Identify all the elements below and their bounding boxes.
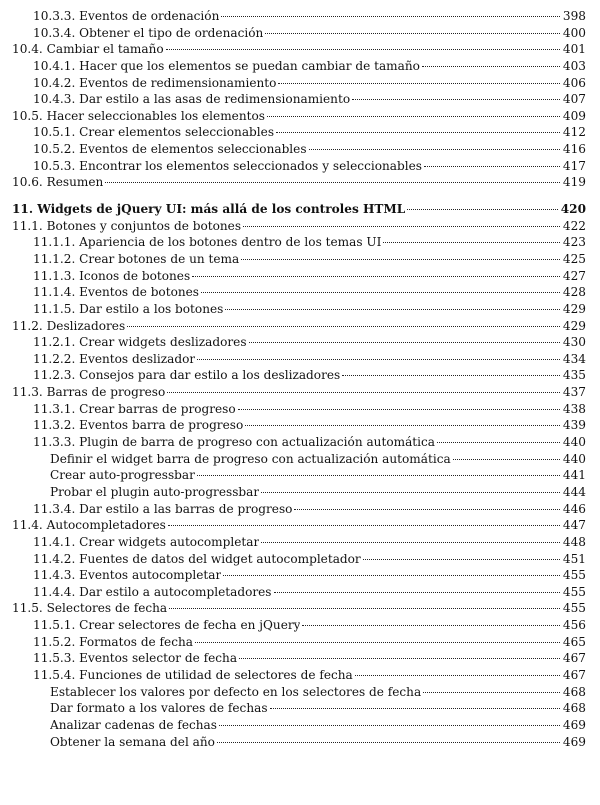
toc-subsubsection-entry[interactable]	[0, 451, 600, 468]
toc-entry-page-number: 417	[562, 158, 586, 173]
toc-entry-title: Crear auto-progressbar	[50, 468, 195, 483]
toc-entry-page-number: 468	[562, 701, 586, 716]
toc-entry-line	[33, 367, 586, 384]
toc-entry-page-number: 455	[562, 601, 586, 616]
toc-entry-page-number: 406	[562, 75, 586, 90]
toc-entry-line	[50, 484, 586, 501]
toc-subsection-entry[interactable]	[0, 534, 600, 551]
toc-entry-page-number: 401	[562, 42, 586, 57]
toc-entry-title: 11.3.3. Plugin de barra de progreso con actualización automática	[33, 435, 435, 450]
toc-entry-page-number: 439	[562, 418, 586, 433]
toc-entry-page-number: 427	[562, 268, 586, 283]
toc-entry-title: 11.5.2. Formatos de fecha	[33, 634, 193, 649]
toc-entry-line	[33, 284, 586, 301]
dot-leader	[342, 375, 560, 376]
toc-entry-line	[33, 124, 586, 141]
toc-entry-page-number: 447	[562, 518, 586, 533]
toc-section-entry[interactable]	[0, 384, 600, 401]
toc-subsection-entry[interactable]	[0, 268, 600, 285]
toc-entry-page-number: 465	[562, 634, 586, 649]
toc-subsection-entry[interactable]	[0, 401, 600, 418]
dot-leader	[278, 83, 559, 84]
toc-entry-page-number: 429	[562, 301, 586, 316]
toc-entry-title: 11.3.4. Dar estilo a las barras de progreso	[33, 501, 293, 516]
toc-entry-page-number: 448	[562, 534, 586, 549]
toc-entry-page-number: 419	[562, 175, 586, 190]
toc-entry-page-number: 435	[562, 368, 586, 383]
toc-subsection-entry[interactable]	[0, 284, 600, 301]
dot-leader	[239, 658, 560, 659]
dot-leader	[192, 276, 560, 277]
toc-subsection-entry[interactable]	[0, 25, 600, 42]
toc-entry-page-number: 456	[562, 618, 586, 633]
toc-entry-line	[33, 434, 586, 451]
dot-leader	[225, 309, 560, 310]
toc-subsection-entry[interactable]	[0, 617, 600, 634]
dot-leader	[105, 182, 560, 183]
toc-entry-title: 11.4.1. Crear widgets autocompletar	[33, 534, 260, 549]
toc-subsection-entry[interactable]	[0, 551, 600, 568]
toc-subsubsection-entry[interactable]	[0, 684, 600, 701]
toc-subsection-entry[interactable]	[0, 158, 600, 175]
toc-subsection-entry[interactable]	[0, 91, 600, 108]
toc-entry-page-number: 434	[562, 351, 586, 366]
toc-entry-page-number: 412	[562, 125, 586, 140]
toc-entry-page-number: 467	[562, 651, 586, 666]
toc-entry-line	[33, 334, 586, 351]
toc-entry-line	[33, 8, 586, 25]
toc-entry-line	[12, 384, 586, 401]
toc-subsection-entry[interactable]	[0, 251, 600, 268]
dot-leader	[238, 409, 560, 410]
toc-entry-line	[33, 534, 586, 551]
dot-leader	[355, 675, 560, 676]
toc-entry-line	[33, 141, 586, 158]
toc-entry-title: 10.4.1. Hacer que los elementos se puedan cambiar de tamaño	[33, 58, 420, 73]
dot-leader	[363, 559, 560, 560]
toc-subsection-entry[interactable]	[0, 434, 600, 451]
toc-subsection-entry[interactable]	[0, 8, 600, 25]
toc-entry-line	[12, 600, 586, 617]
toc-entry-title: 10.3.3. Eventos de ordenación	[33, 9, 220, 23]
toc-entry-line	[12, 174, 586, 191]
toc-entry-title: 10.5.1. Crear elementos seleccionables	[33, 125, 275, 140]
toc-entry-page-number: 469	[562, 717, 586, 732]
dot-leader	[195, 642, 560, 643]
toc-entry-title: 11.2.3. Consejos para dar estilo a los deslizadores	[33, 368, 341, 383]
dot-leader	[261, 492, 560, 493]
toc-entry-page-number: 455	[562, 568, 586, 583]
dot-leader	[243, 226, 560, 227]
dot-leader	[309, 149, 560, 150]
toc-entry-line	[33, 158, 586, 175]
toc-entry-line	[33, 617, 586, 634]
toc-entry-page-number: 444	[562, 484, 586, 499]
toc-entry-title: 10.5.2. Eventos de elementos seleccionables	[33, 142, 307, 157]
toc-entry-title: 11.2.1. Crear widgets deslizadores	[33, 335, 247, 350]
toc-entry-title: 11.4.4. Dar estilo a autocompletadores	[33, 584, 272, 599]
toc-entry-line	[33, 401, 586, 418]
toc-entry-line	[50, 700, 586, 717]
toc-entry-page-number: 437	[562, 385, 586, 400]
toc-entry-line	[12, 41, 586, 58]
dot-leader	[424, 166, 560, 167]
toc-subsection-entry[interactable]	[0, 567, 600, 584]
dot-leader	[274, 592, 560, 593]
toc-chapter-entry[interactable]	[0, 201, 600, 218]
toc-subsection-entry[interactable]	[0, 334, 600, 351]
toc-entry-title: Analizar cadenas de fechas	[50, 717, 217, 732]
toc-entry-page-number: 446	[562, 501, 586, 516]
dot-leader	[245, 425, 560, 426]
toc-entry-line	[33, 567, 586, 584]
toc-entry-page-number: 469	[562, 734, 586, 749]
dot-leader	[166, 49, 560, 50]
toc-entry-page-number: 440	[562, 435, 586, 450]
toc-entry-title: 10.4.2. Eventos de redimensionamiento	[33, 75, 277, 90]
dot-leader	[168, 525, 560, 526]
toc-entry-title: 10.5. Hacer seleccionables los elementos	[12, 108, 265, 123]
toc-entry-title: 11.5.4. Funciones de utilidad de selectores de fecha	[33, 667, 353, 682]
toc-subsubsection-entry[interactable]	[0, 484, 600, 501]
dot-leader	[127, 326, 560, 327]
toc-entry-title: 11.3.1. Crear barras de progreso	[33, 401, 236, 416]
dot-leader	[219, 725, 560, 726]
toc-entry-title: Obtener la semana del año	[50, 734, 215, 749]
toc-entry-line	[33, 501, 586, 518]
toc-entry-line	[33, 234, 586, 251]
toc-entry-title: 11.2. Deslizadores	[12, 318, 126, 333]
toc-subsection-entry[interactable]	[0, 124, 600, 141]
toc-entry-title: 11.4. Autocompletadores	[12, 518, 166, 533]
toc-entry-line	[50, 451, 586, 468]
toc-entry-line	[33, 301, 586, 318]
toc-entry-title: 10.6. Resumen	[12, 175, 104, 190]
toc-entry-title: 11.5.3. Eventos selector de fecha	[33, 651, 238, 666]
toc-entry-line	[50, 717, 586, 734]
toc-subsection-entry[interactable]	[0, 58, 600, 75]
toc-entry-title: 11.4.2. Fuentes de datos del widget autocompletador	[33, 551, 361, 566]
toc-entry-title: 11.1.5. Dar estilo a los botones	[33, 301, 224, 316]
toc-entry-line	[33, 584, 586, 601]
dot-leader	[267, 116, 560, 117]
toc-entry-line	[12, 218, 586, 235]
toc-subsubsection-entry[interactable]	[0, 467, 600, 484]
toc-entry-title: 11.5.1. Crear selectores de fecha en jQuery	[33, 618, 301, 633]
toc-entry-title: 10.4.3. Dar estilo a las asas de redimensionamiento	[33, 92, 351, 107]
toc-entry-line	[33, 634, 586, 651]
toc-subsection-entry[interactable]	[0, 650, 600, 667]
toc-entry-page-number: 468	[562, 684, 586, 699]
dot-leader	[270, 708, 560, 709]
toc-subsection-entry[interactable]	[0, 234, 600, 251]
toc-entry-line	[12, 108, 586, 125]
dot-leader	[294, 509, 559, 510]
toc-entry-title: Definir el widget barra de progreso con actualización automática	[50, 451, 451, 466]
dot-leader	[423, 692, 560, 693]
dot-leader	[249, 342, 560, 343]
toc-entry-line	[33, 251, 586, 268]
toc-section-entry[interactable]	[0, 174, 600, 191]
dot-leader	[241, 259, 560, 260]
dot-leader	[169, 608, 560, 609]
toc-entry-line	[33, 351, 586, 368]
toc-entry-page-number: 467	[562, 667, 586, 682]
dot-leader	[201, 292, 560, 293]
toc-section-entry[interactable]	[0, 41, 600, 58]
toc-entry-title: 11.4.3. Eventos autocompletar	[33, 568, 222, 583]
toc-entry-line	[33, 417, 586, 434]
dot-leader	[221, 16, 560, 17]
toc-entry-page-number: 429	[562, 318, 586, 333]
dot-leader	[302, 625, 559, 626]
toc-entry-line	[50, 734, 586, 751]
toc-entry-line	[33, 58, 586, 75]
toc-entry-page-number: 451	[562, 551, 586, 566]
toc-entry-line	[12, 201, 586, 218]
toc-section-entry[interactable]	[0, 108, 600, 125]
toc-section-entry[interactable]	[0, 517, 600, 534]
toc-entry-title: 11.5. Selectores de fecha	[12, 601, 168, 616]
table-of-contents	[0, 8, 600, 750]
toc-entry-page-number: 403	[562, 58, 586, 73]
toc-entry-line	[50, 467, 586, 484]
toc-entry-page-number: 400	[562, 25, 586, 40]
toc-entry-line	[33, 667, 586, 684]
toc-subsection-entry[interactable]	[0, 301, 600, 318]
toc-entry-title: 11.3.2. Eventos barra de progreso	[33, 418, 244, 433]
toc-section-entry[interactable]	[0, 600, 600, 617]
dot-leader	[352, 99, 560, 100]
toc-subsection-entry[interactable]	[0, 634, 600, 651]
dot-leader	[197, 359, 560, 360]
dot-leader	[422, 66, 560, 67]
toc-subsection-entry[interactable]	[0, 584, 600, 601]
toc-entry-title: 10.4. Cambiar el tamaño	[12, 42, 164, 57]
toc-entry-line	[12, 318, 586, 335]
toc-section-entry[interactable]	[0, 218, 600, 235]
toc-entry-line	[12, 517, 586, 534]
toc-entry-line	[33, 75, 586, 92]
toc-entry-title: 11.3. Barras de progreso	[12, 385, 166, 400]
toc-entry-title: 10.3.4. Obtener el tipo de ordenación	[33, 25, 264, 40]
toc-entry-title: Dar formato a los valores de fechas	[50, 701, 268, 716]
toc-entry-page-number: 423	[562, 235, 586, 250]
toc-subsection-entry[interactable]	[0, 417, 600, 434]
dot-leader	[407, 209, 557, 210]
toc-entry-page-number: 430	[562, 335, 586, 350]
toc-entry-page-number: 441	[562, 468, 586, 483]
toc-subsection-entry[interactable]	[0, 501, 600, 518]
toc-entry-line	[33, 650, 586, 667]
dot-leader	[383, 242, 560, 243]
toc-entry-title: 11.1. Botones y conjuntos de botones	[12, 218, 242, 233]
toc-subsection-entry[interactable]	[0, 367, 600, 384]
toc-entry-page-number: 428	[562, 285, 586, 300]
toc-entry-page-number: 420	[560, 202, 586, 217]
toc-entry-title: 11.1.4. Eventos de botones	[33, 285, 200, 300]
toc-entry-page-number: 409	[562, 108, 586, 123]
toc-subsubsection-entry[interactable]	[0, 734, 600, 751]
toc-subsubsection-entry[interactable]	[0, 717, 600, 734]
toc-entry-page-number: 398	[562, 9, 586, 23]
toc-entry-line	[33, 551, 586, 568]
toc-entry-title: 10.5.3. Encontrar los elementos seleccionados y seleccionables	[33, 158, 422, 173]
dot-leader	[437, 442, 560, 443]
toc-entry-page-number: 438	[562, 401, 586, 416]
toc-entry-page-number: 440	[562, 451, 586, 466]
toc-entry-title: Establecer los valores por defecto en los selectores de fecha	[50, 684, 422, 699]
dot-leader	[276, 132, 560, 133]
toc-entry-title: Probar el plugin auto-progressbar	[50, 484, 260, 499]
dot-leader	[223, 575, 560, 576]
toc-entry-title: 11. Widgets de jQuery UI: más allá de los controles HTML	[12, 202, 406, 217]
dot-leader	[261, 542, 560, 543]
toc-subsection-entry[interactable]	[0, 141, 600, 158]
toc-entry-title: 11.1.3. Iconos de botones	[33, 268, 191, 283]
toc-entry-page-number: 422	[562, 218, 586, 233]
toc-entry-page-number: 425	[562, 251, 586, 266]
toc-section-entry[interactable]	[0, 318, 600, 335]
toc-entry-page-number: 407	[562, 92, 586, 107]
dot-leader	[167, 392, 560, 393]
toc-entry-page-number: 416	[562, 142, 586, 157]
toc-entry-line	[33, 268, 586, 285]
dot-leader	[265, 33, 560, 34]
toc-entry-line	[33, 91, 586, 108]
toc-subsection-entry[interactable]	[0, 667, 600, 684]
toc-entry-line	[50, 684, 586, 701]
toc-subsection-entry[interactable]	[0, 351, 600, 368]
toc-entry-page-number: 455	[562, 584, 586, 599]
toc-subsubsection-entry[interactable]	[0, 700, 600, 717]
toc-entry-title: 11.1.2. Crear botones de un tema	[33, 251, 240, 266]
toc-entry-title: 11.1.1. Apariencia de los botones dentro de los temas UI	[33, 235, 382, 250]
dot-leader	[453, 459, 560, 460]
dot-leader	[197, 475, 560, 476]
dot-leader	[217, 742, 560, 743]
toc-entry-title: 11.2.2. Eventos deslizador	[33, 351, 196, 366]
toc-entry-line	[33, 25, 586, 42]
toc-subsection-entry[interactable]	[0, 75, 600, 92]
